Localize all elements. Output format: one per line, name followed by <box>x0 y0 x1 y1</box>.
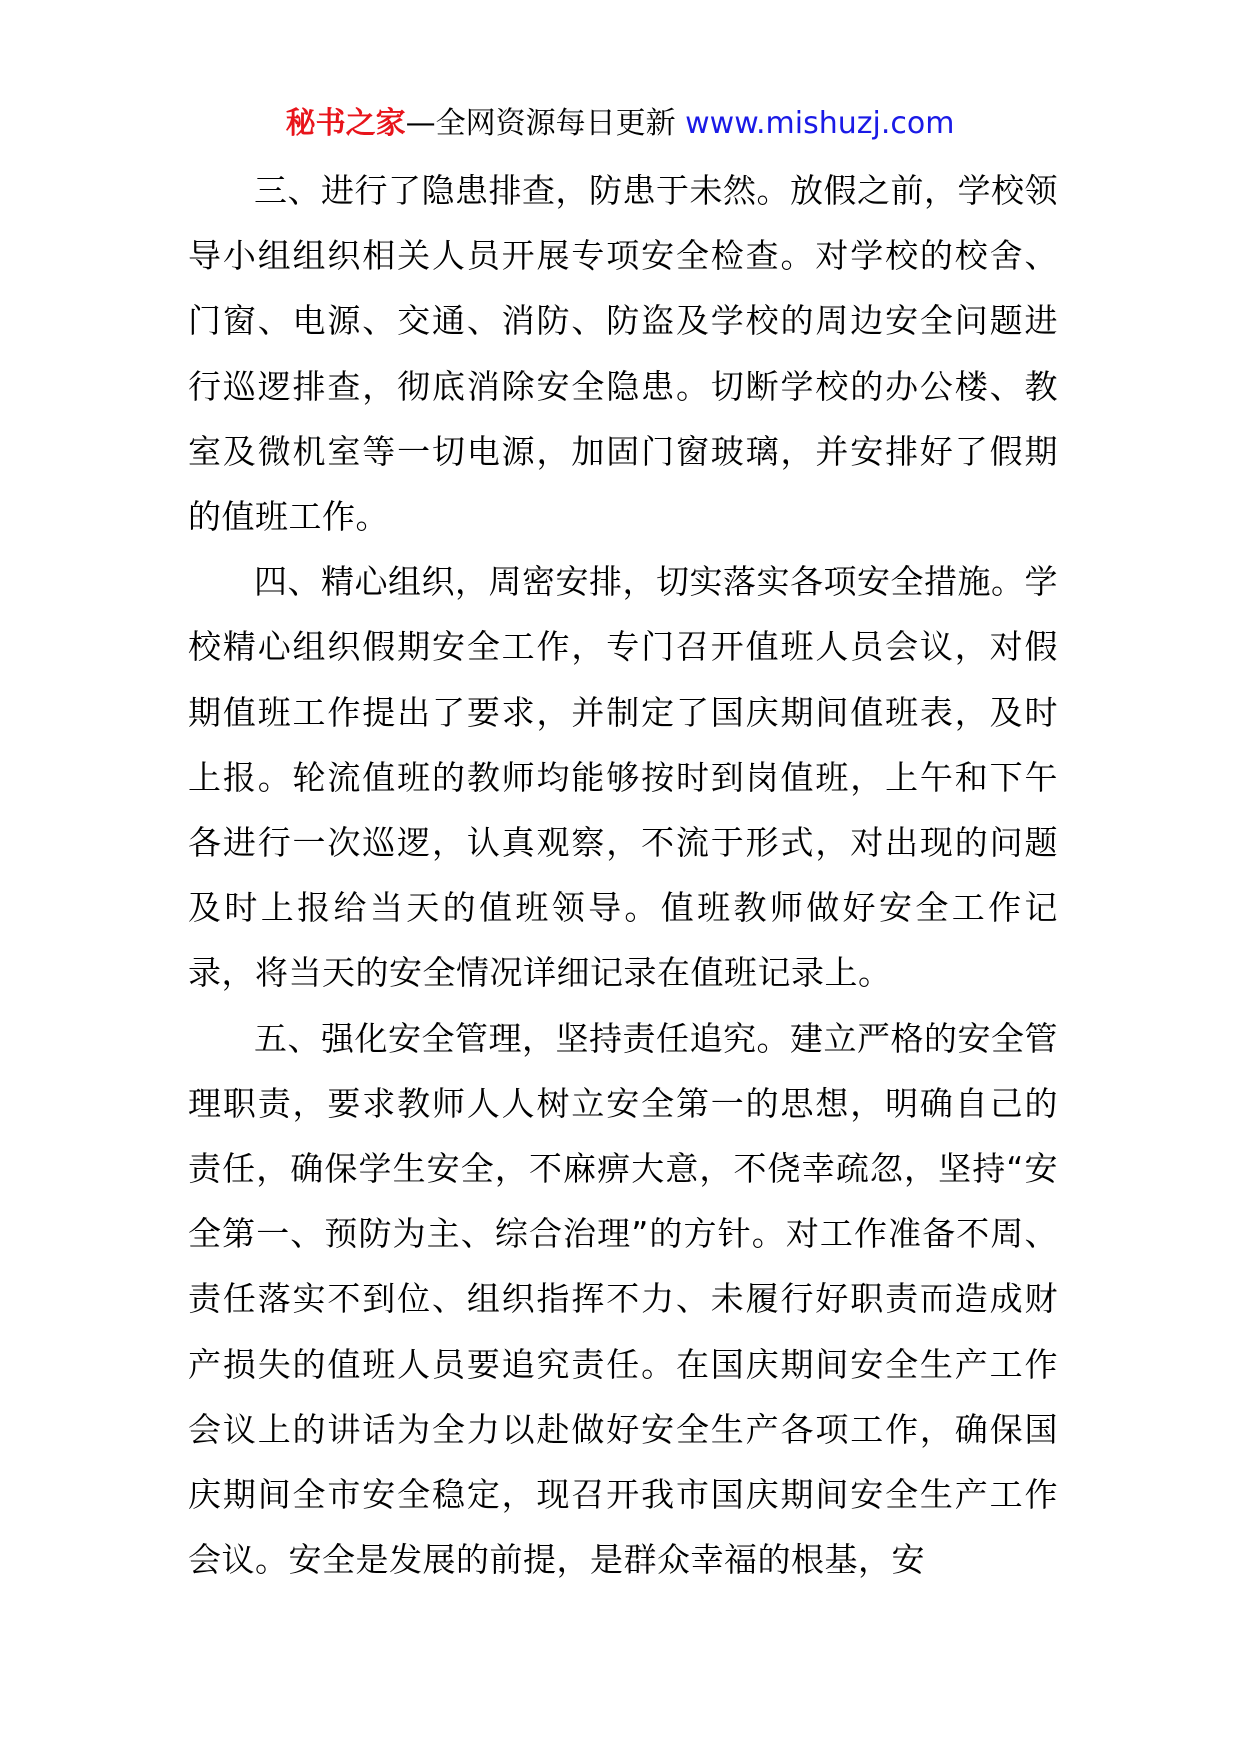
header-slogan: —全网资源每日更新 <box>405 106 686 141</box>
paragraph-section-4: 四、精心组织，周密安排，切实落实各项安全措施。学校精心组织假期安全工作，专门召开值班人员会议，对假期值班工作提出了要求，并制定了国庆期间值班表，及时上报。轮流值班的教师均能够按时到岗值班，上午和下午各进行一次巡逻，认真观察，不流于形式，对出现的问题及时上报给当天的值班领导。值班教师做好安全工作记录，将当天的安全情况详细记录在值班记录上。 <box>188 562 1058 993</box>
document-body <box>188 158 1058 1592</box>
paragraph-section-5: 五、强化安全管理，坚持责任追究。建立严格的安全管理职责，要求教师人人树立安全第一的思想，明确自己的责任，确保学生安全，不麻痹大意，不侥幸疏忽，坚持“安全第一、预防为主、综合治理”的方针。对工作准备不周、责任落实不到位、组织指挥不力、未履行好职责而造成财产损失的值班人员要追究责任。在国庆期间安全生产工作会议上的讲话为全力以赴做好安全生产各项工作，确保国庆期间全市安全稳定，现召开我市国庆期间安全生产工作会议。安全是发展的前提，是群众幸福的根基，安 <box>188 1018 1058 1580</box>
paragraph-section-3: 三、进行了隐患排查，防患于未然。放假之前，学校领导小组组织相关人员开展专项安全检查。对学校的校舍、门窗、电源、交通、消防、防盗及学校的周边安全问题进行巡逻排查，彻底消除安全隐患。切断学校的办公楼、教室及微机室等一切电源，加固门窗玻璃，并安排好了假期的值班工作。 <box>188 171 1058 537</box>
brand-name: 秘书之家 <box>285 106 406 141</box>
site-header <box>0 102 1240 146</box>
site-url-link[interactable]: www.mishuzj.com <box>685 106 955 141</box>
